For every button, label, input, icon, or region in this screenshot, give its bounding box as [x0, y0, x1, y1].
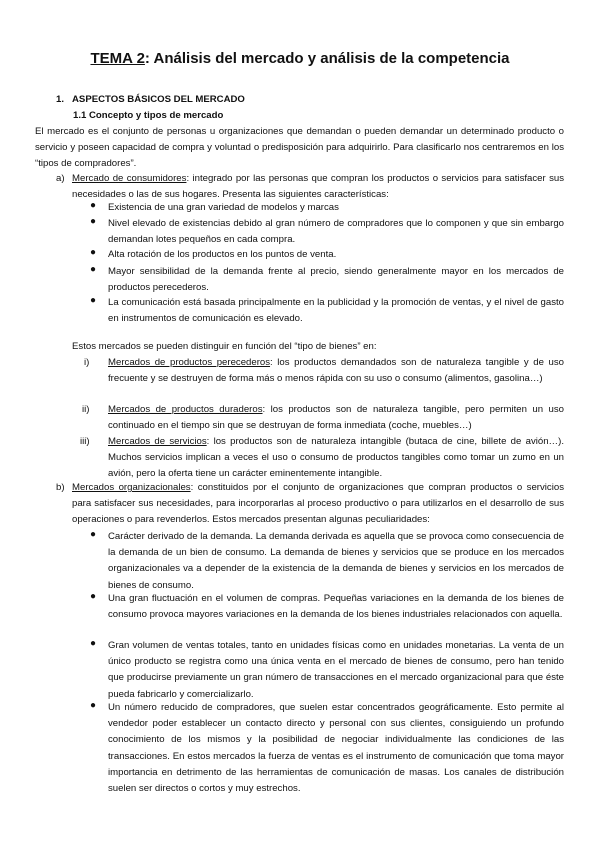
section-heading: ASPECTOS BÁSICOS DEL MERCADO	[72, 94, 245, 105]
bullet-icon: ●	[90, 700, 97, 711]
subsection-heading: 1.1 Concepto y tipos de mercado	[73, 110, 224, 121]
goods-i-paragraph	[108, 355, 564, 387]
goods-ii-label: ii)	[82, 404, 90, 415]
goods-ii-paragraph	[108, 402, 564, 434]
goods-intro: Estos mercados se pueden distinguir en función del “tipo de bienes” en:	[72, 341, 377, 352]
goods-iii-text: : los productos son de naturaleza intangible (butaca de cine, billete de avión…). Muchos servicios implican a veces el uso o consumo de productos tangibles como tomar un zumo en un avión, pero la oferta tiene un carácter eminentemente intangible.	[108, 436, 564, 480]
goods-i-term: Mercados de productos perecederos	[108, 357, 271, 368]
item-a-paragraph	[72, 171, 564, 203]
goods-iii-label: iii)	[80, 436, 90, 447]
bullet-icon: ●	[90, 638, 97, 649]
item-b-label: b)	[56, 482, 65, 493]
item-b-text: : constituidos por el conjunto de organizaciones que compran productos o servicios para satisfacer sus necesidades, para incorporarlas al proceso productivo o para utilizarlos en el desarrollo de sus operaciones o para revenderlos. Estos mercados presentan algunas peculiaridades:	[72, 482, 564, 526]
item-b-bullet-2: Una gran fluctuación en el volumen de compras. Pequeñas variaciones en la demanda de los bienes de consumo provoca mayores variaciones en la demanda de los bienes industriales relacionados con aquella.	[108, 593, 564, 621]
bullet-icon: ●	[90, 264, 97, 275]
item-a-bullet-3: Alta rotación de los productos en los puntos de venta.	[108, 249, 337, 260]
bullet-icon: ●	[90, 200, 97, 211]
item-a-bullet-2: Nivel elevado de existencias debido al gran número de compradores que lo componen y que sin embargo demandan lotes pequeños en cada compra.	[108, 218, 564, 246]
goods-i-text: : los productos demandados son de naturaleza tangible y de uso frecuente y se destruyen de forma más o menos rápida con su uso o consumo (alimentos, gasolina…)	[108, 357, 564, 385]
goods-i-label: i)	[84, 357, 90, 368]
item-a-text: : integrado por las personas que compran los productos o servicios para satisfacer sus necesidades o las de sus hogares. Presenta las siguientes características:	[72, 173, 564, 201]
item-b-bullet-1: Carácter derivado de la demanda. La demanda derivada es aquella que se provoca como consecuencia de la demanda de un bien de consumo. La demanda de bienes y servicios que se produce en los mercados organizacionales va a depender de la existencia de la demanda de bienes y servicios en los mercados de bienes de consumo.	[108, 531, 564, 591]
item-b-bullet-3: Gran volumen de ventas totales, tanto en unidades físicas como en unidades monetarias. La venta de un único producto se registra como una única venta en el mercado de bienes de consumo, pero han tenido que producirse previamente un gran número de transacciones en el mercado organizacional para que éste pueda fabricarlo y comercializarlo.	[108, 640, 564, 700]
item-b-bullet-4: Un número reducido de compradores, que suelen estar concentrados geográficamente. Esto permite al vendedor poder establecer un contacto directo y personal con sus clientes, consiguiendo un profundo conocimiento de los mismos y la posibilidad de negociar individualmente las condiciones de las transacciones. En estos mercados la fuerza de ventas es el instrumento de comunicación que toma mayor importancia en detrimento de las herramientas de comunicación de masas. Los canales de distribución suelen ser directos o cortos y muy estrechos.	[108, 702, 564, 795]
page-title	[0, 50, 600, 67]
intro-paragraph: El mercado es el conjunto de personas u organizaciones que demandan o pueden demandar un determinado producto o servicio y poseen capacidad de compra y voluntad o predisposición para adquirirlo. Para clasificarlo nos centraremos en los “tipos de compradores”.	[35, 126, 564, 170]
item-a-bullet-5: La comunicación está basada principalmente en la publicidad y la promoción de ventas, y el nivel de gasto en instrumentos de comunicación es elevado.	[108, 297, 564, 325]
goods-ii-text: : los productos son de naturaleza tangible, pero permiten un uso continuado en el tiempo sin que se destruyan de forma inmediata (coche, muebles…)	[108, 404, 564, 432]
bullet-icon: ●	[90, 529, 97, 540]
item-b-paragraph	[72, 480, 564, 529]
bullet-icon: ●	[90, 295, 97, 306]
item-a-bullet-4: Mayor sensibilidad de la demanda frente al precio, siendo generalmente mayor en los mercados de productos perecederos.	[108, 266, 564, 294]
item-a-bullet-1: Existencia de una gran variedad de modelos y marcas	[108, 202, 339, 213]
bullet-icon: ●	[90, 216, 97, 227]
title-prefix: TEMA 2	[90, 50, 145, 67]
section-number: 1.	[56, 94, 65, 105]
goods-ii-term: Mercados de productos duraderos	[108, 404, 263, 415]
goods-iii-term: Mercados de servicios	[108, 436, 207, 447]
title-rest: : Análisis del mercado y análisis de la competencia	[144, 50, 510, 67]
bullet-icon: ●	[90, 591, 97, 602]
bullet-icon: ●	[90, 247, 97, 258]
goods-iii-paragraph	[108, 434, 564, 483]
item-b-term: Mercados organizacionales	[72, 482, 191, 493]
item-a-label: a)	[56, 173, 65, 184]
item-a-term: Mercado de consumidores	[72, 173, 187, 184]
